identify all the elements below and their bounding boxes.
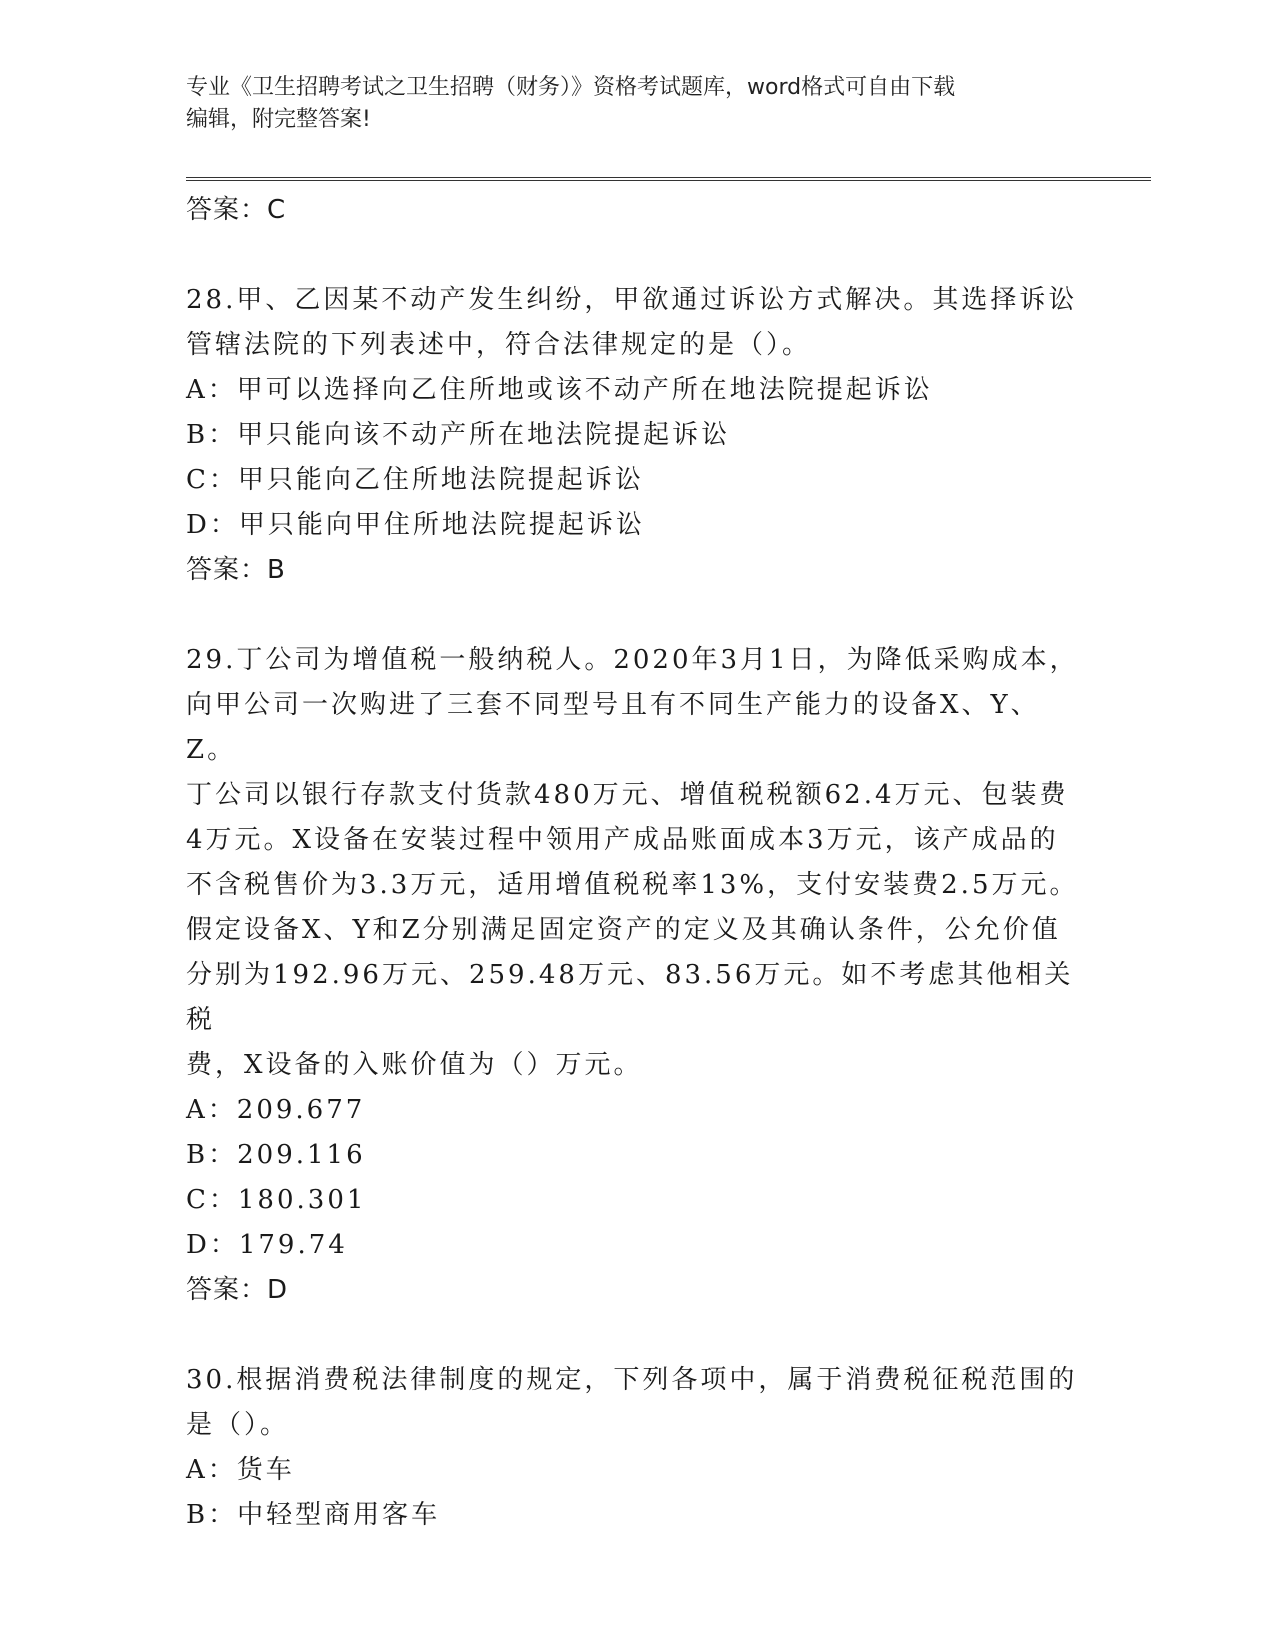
option-a: A：209.677: [186, 1095, 366, 1125]
header-line-2: 编辑，附完整答案!: [186, 107, 371, 132]
question-stem-line: 4万元。X设备在安装过程中领用产成品账面成本3万元，该产成品的: [186, 825, 1059, 855]
question-stem-line: 是（）。: [186, 1410, 290, 1440]
option-c: C：甲只能向乙住所地法院提起诉讼: [186, 465, 644, 495]
option-d: D：甲只能向甲住所地法院提起诉讼: [186, 510, 645, 540]
question-stem-line: 丁公司以银行存款支付货款480万元、增值税税额62.4万元、包装费: [186, 780, 1069, 810]
question-30: [186, 1358, 1086, 1538]
document-header: [186, 72, 1086, 136]
option-d: D：179.74: [186, 1230, 348, 1260]
option-a: A：甲可以选择向乙住所地或该不动产所在地法院提起诉讼: [186, 375, 933, 405]
option-b: B：209.116: [186, 1140, 366, 1170]
previous-answer: 答案：C: [186, 195, 287, 225]
question-stem-line: 费，X设备的入账价值为（）万元。: [186, 1050, 643, 1080]
question-stem-line: 向甲公司一次购进了三套不同型号且有不同生产能力的设备X、Y、Z。: [186, 690, 1040, 765]
question-stem-line: 28.甲、乙因某不动产发生纠纷，甲欲通过诉讼方式解决。其选择诉讼: [186, 285, 1078, 315]
question-stem-line: 30.根据消费税法律制度的规定，下列各项中，属于消费税征税范围的: [186, 1365, 1078, 1395]
answer: 答案：B: [186, 555, 286, 585]
header-line-1: 专业《卫生招聘考试之卫生招聘（财务）》资格考试题库，word格式可自由下载: [186, 75, 956, 100]
option-b: B：甲只能向该不动产所在地法院提起诉讼: [186, 420, 731, 450]
question-list: [186, 188, 1086, 1538]
question-stem-line: 管辖法院的下列表述中，符合法律规定的是（）。: [186, 330, 812, 360]
option-a: A：货车: [186, 1455, 295, 1485]
option-b: B：中轻型商用客车: [186, 1500, 441, 1530]
question-stem-line: 29.丁公司为增值税一般纳税人。2020年3月1日，为降低采购成本，: [186, 645, 1079, 675]
question-stem-line: 分别为192.96万元、259.48万元、83.56万元。如不考虑其他相关税: [186, 960, 1074, 1035]
question-29: [186, 638, 1086, 1313]
header-divider: [186, 177, 1151, 181]
question-stem-line: 假定设备X、Y和Z分别满足固定资产的定义及其确认条件，公允价值: [186, 915, 1061, 945]
question-stem-line: 不含税售价为3.3万元，适用增值税税率13%，支付安装费2.5万元。: [186, 870, 1079, 900]
answer: 答案：D: [186, 1275, 289, 1305]
option-c: C：180.301: [186, 1185, 367, 1215]
question-28: [186, 278, 1086, 593]
